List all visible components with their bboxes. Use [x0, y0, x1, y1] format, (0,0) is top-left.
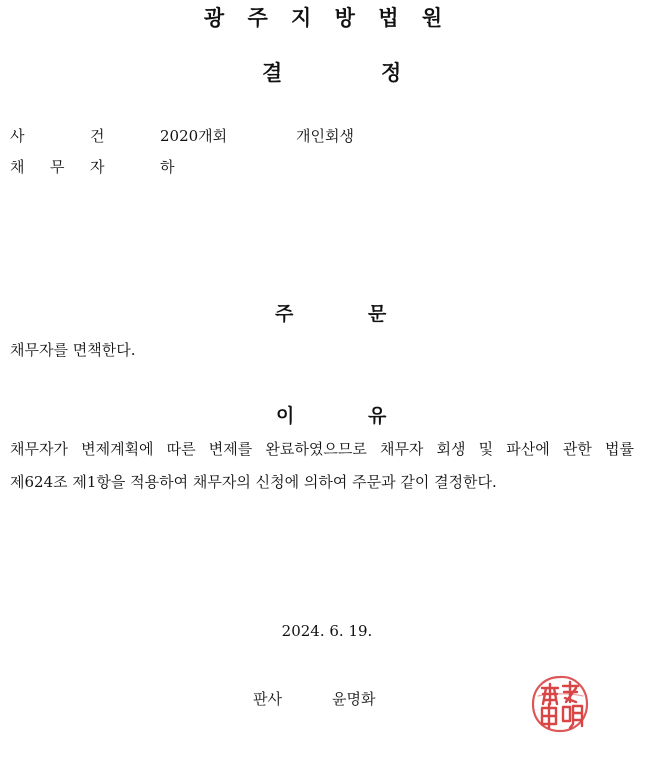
reason-line-1: 채무자가 변제계획에 따른 변제를 완료하였으므로 채무자 회생 및 파산에 관한 법률	[10, 440, 634, 458]
judge-title: 판사	[253, 690, 282, 708]
order-heading-char-2: 문	[368, 303, 387, 325]
decision-date: 2024. 6. 19.	[281, 622, 373, 640]
case-number: 2020개회	[160, 127, 228, 145]
reason-heading-char-2: 유	[368, 405, 387, 427]
case-label-char-2: 건	[90, 127, 105, 145]
judge-seal-icon	[530, 674, 590, 734]
reason-line-2: 제624조 제1항을 적용하여 채무자의 신청에 의하여 주문과 같이 결정한다.	[10, 473, 497, 491]
document-title-char-1: 결	[262, 61, 283, 85]
reason-heading-char-1: 이	[276, 405, 295, 427]
case-label-char-1: 사	[10, 127, 25, 145]
debtor-label-char-3: 자	[90, 158, 105, 176]
order-text: 채무자를 면책한다.	[10, 341, 136, 359]
judge-name: 윤명화	[332, 690, 376, 708]
document-title-char-2: 정	[381, 61, 402, 85]
debtor-row	[0, 156, 654, 176]
debtor-name: 하	[160, 158, 175, 176]
debtor-label-char-1: 채	[10, 158, 25, 176]
order-heading-char-1: 주	[275, 303, 294, 325]
debtor-label-char-2: 무	[50, 158, 65, 176]
case-row	[0, 125, 654, 145]
court-name: 광 주 지 방 법 원	[203, 6, 451, 30]
case-type: 개인회생	[296, 127, 354, 145]
